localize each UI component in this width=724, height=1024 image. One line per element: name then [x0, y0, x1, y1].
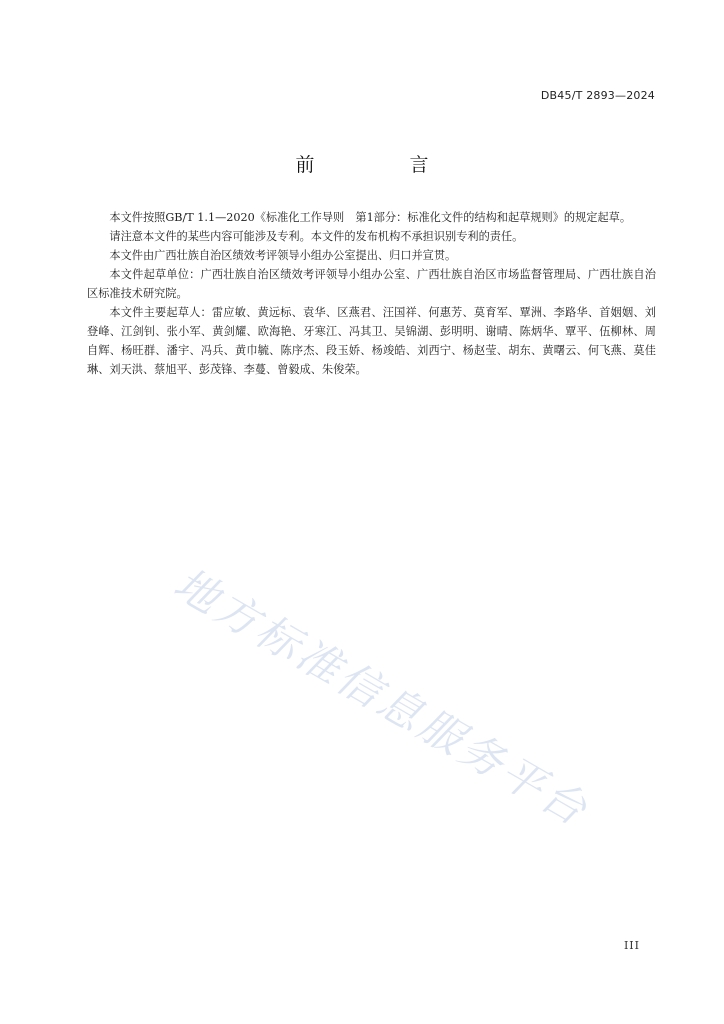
page-number: III: [623, 939, 640, 952]
paragraph-patent-notice: 请注意本文件的某些内容可能涉及专利。本文件的发布机构不承担识别专利的责任。: [109, 230, 524, 243]
foreword-body: [87, 208, 656, 379]
page-title: 前 言: [295, 154, 467, 176]
paragraph-drafters: 本文件主要起草人：雷应敏、黄远标、袁华、区燕君、汪国祥、何惠芳、莫育军、覃洲、李路华、首姻姻、刘登峰、江剑钊、张小军、黄剑耀、欧海艳、牙寒江、冯其卫、吴锦湖、彭明明、谢晴、陈炳华、覃平、伍柳林、周自辉、杨旺群、潘宇、冯兵、黄巾毓、陈序杰、段玉娇、杨竣皓、刘西宁、杨赵莹、胡东、黄曙云、何飞燕、莫佳琳、刘天洪、蔡旭平、彭茂锋、李蔓、曾毅成、朱俊荣。: [87, 306, 656, 376]
paragraph-drafting-rules: 本文件按照GB/T 1.1—2020《标准化工作导则 第1部分：标准化文件的结构和起草规则》的规定起草。: [109, 211, 632, 224]
paragraph-drafting-units: 本文件起草单位：广西壮族自治区绩效考评领导小组办公室、广西壮族自治区市场监督管理局、广西壮族自治区标准技术研究院。: [87, 268, 656, 300]
standard-code: DB45/T 2893—2024: [540, 89, 655, 102]
watermark: 地方标准信息服务平台: [165, 558, 598, 838]
paragraph-proposer: 本文件由广西壮族自治区绩效考评领导小组办公室提出、归口并宣贯。: [109, 249, 457, 262]
